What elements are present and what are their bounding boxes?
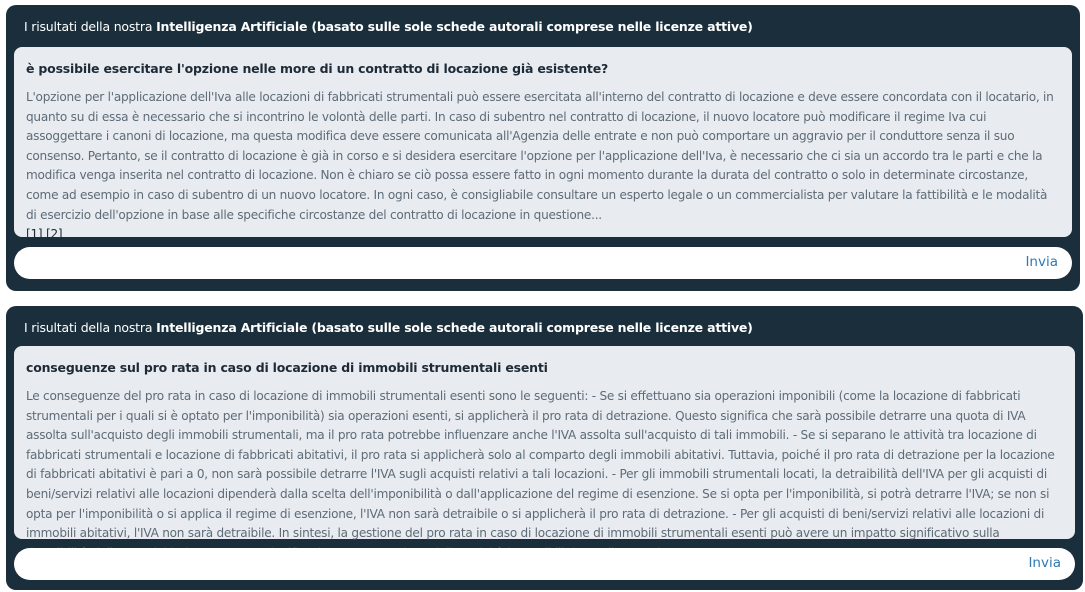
ai-result-panel-1 <box>6 5 1080 291</box>
answer-body: L'opzione per l'applicazione dell'Iva alle locazioni di fabbricati strumentali può essere esercitata all'interno del contratto di locazione e deve essere concordata con il locatario, in quanto su di essa è necessario che si incontrino le volontà delle parti. In caso di subentro nel contratto di locazione, il nuovo locatore può modificare il regime Iva cui assoggettare i canoni di locazione, ma questa modifica deve essere comunicata all'Agenzia delle entrate e non può comportare un aggravio per il conduttore senza il suo consenso. Pertanto, se il contratto di locazione è già in corso e si desidera esercitare l'opzione per l'applicazione dell'Iva, è necessario che ci sia un accordo tra le parti e che la modifica venga inserita nel contratto di locazione. Non è chiaro se ciò possa essere fatto in ogni momento durante la durata del contratto o solo in determinate circostanze, come ad esempio in caso di subentro di un nuovo locatore. In ogni caso, è consigliabile consultare un esperto legale o un commercialista per valutare la fattibilità e le modalità di esercizio dell'opzione in base alle specifiche circostanze del contratto di locazione in questione... <box>26 90 1054 222</box>
message-input-bar[interactable] <box>14 247 1072 279</box>
answer-card <box>14 346 1075 539</box>
panel-header-bold: Intelligenza Artificiale (basato sulle sole schede autorali comprese nelle licenze attive) <box>156 19 753 34</box>
panel-header-bold: Intelligenza Artificiale (basato sulle sole schede autorali comprese nelle licenze attive) <box>156 320 753 335</box>
panel-header-prefix: I risultati della nostra <box>24 320 157 335</box>
answer-card <box>14 47 1072 242</box>
ai-result-panel-2 <box>6 306 1083 590</box>
reference-link-1[interactable]: [1] <box>26 227 43 242</box>
reference-link-2[interactable]: [2] <box>46 227 63 242</box>
send-button[interactable]: Invia <box>1028 555 1061 571</box>
question-text: è possibile esercitare l'opzione nelle more di un contratto di locazione già esistente? <box>26 61 609 76</box>
panel-header <box>24 320 753 335</box>
answer-text <box>26 88 1060 245</box>
question-text: conseguenze sul pro rata in caso di locazione di immobili strumentali esenti <box>26 360 548 375</box>
message-input-bar[interactable] <box>14 548 1075 580</box>
panel-header-prefix: I risultati della nostra <box>24 19 157 34</box>
answer-text <box>26 387 1063 563</box>
answer-body: Le conseguenze del pro rata in caso di locazione di immobili strumentali esenti sono le seguenti: - Se si effettuano sia operazioni imponibili (come la locazione di fabbricati strumentali per i quali si è optato per l'imponibilità) sia operazioni esenti, si applicherà il pro rata di detrazione. Questo significa che sarà possibile detrarre una quota di IVA assolta sull'acquisto degli immobili strumentali, ma il pro rata potrebbe influenzare anche l'IVA assolta sull'acquisto di tali immobili. - Se si separano le attività tra locazione di fabbricati strumentali e locazione di fabbricati abitativi, il pro rata si applicherà solo al comparto degli immobili abitativi. Tuttavia, poiché il pro rata di detrazione per la locazione di fabbricati abitativi è pari a 0, non sarà possibile detrarre l'IVA sugli acquisti relativi a tali locazioni. - Per gli immobili strumentali locati, la detraibilità dell'IVA per gli acquisti di beni/servizi relativi alle locazioni dipenderà dalla scelta dell'imponibilità o dall'applicazione del regime di esenzione. Se si opta per l'imponibilità, si potrà detrarre l'IVA; se non si opta per l'imponibilità o si applica il regime di esenzione, l'IVA non sarà detraibile o si applicherà il pro rata di detrazione. - Per gli acquisti di beni/servizi relativi alle locazioni di immobili abitativi, l'IVA non sarà detraibile. In sintesi, la gestione del pro rata in caso di locazione di immobili strumentali esenti può avere un impatto significativo sulla <box>26 389 1055 541</box>
send-button[interactable]: Invia <box>1025 254 1058 270</box>
panel-header <box>24 19 753 34</box>
